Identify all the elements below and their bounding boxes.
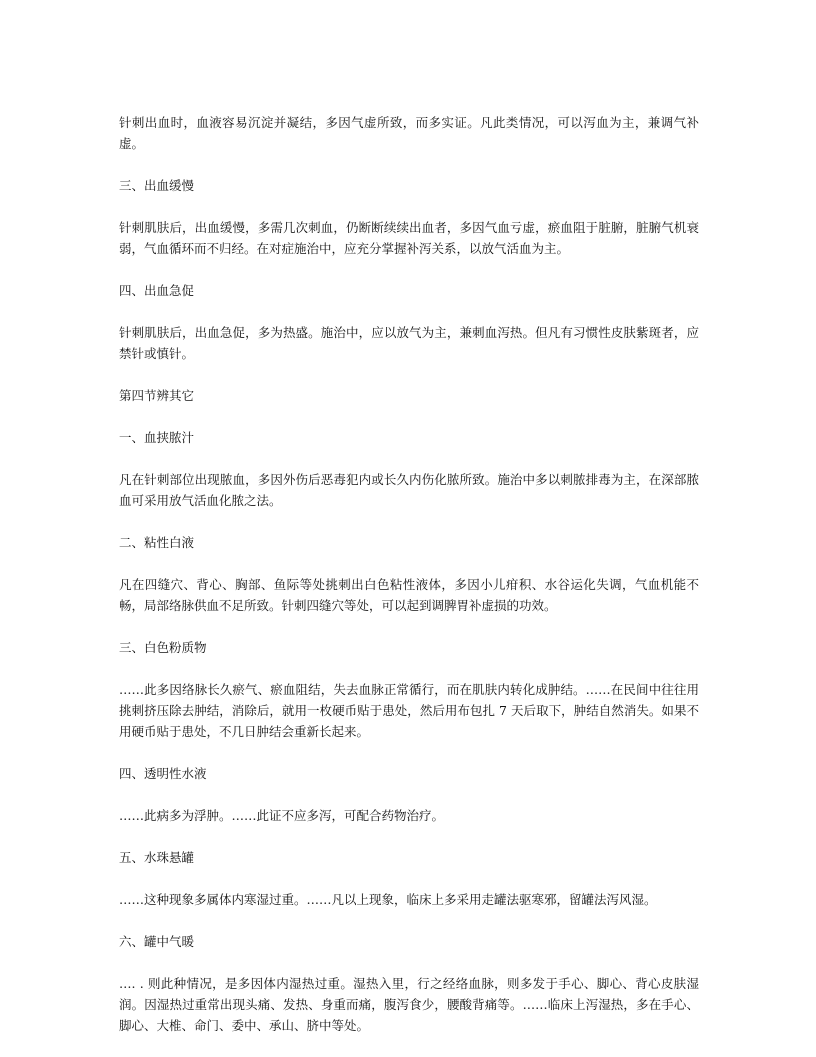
section-heading: 三、白色粉质物 xyxy=(119,640,207,655)
paragraph: ……此病多为浮肿。……此证不应多泻，可配合药物治疗。 xyxy=(119,808,445,823)
paragraph: 凡在针刺部位出现脓血，多因外伤后恶毒犯内或长久内伤化脓所致。施治中多以刺脓排毒为主，在深部脓血可采用放气活血化脓之法。 xyxy=(119,472,699,508)
section-heading: 一、血挟脓汁 xyxy=(119,430,195,445)
section-heading: 六、罐中气暖 xyxy=(119,934,195,949)
document-page xyxy=(119,112,699,1057)
paragraph: 针刺出血时，血液容易沉淀并凝结，多因气虚所致，而多实证。凡此类情况，可以泻血为主，兼调气补虚。 xyxy=(119,115,699,151)
section-heading: 三、出血缓慢 xyxy=(119,178,195,193)
paragraph: …. . 则此种情况，是多因体内湿热过重。湿热入里，行之经络血脉，则多发于手心、脚心、背心皮肤湿润。因湿热过重常出现头痛、发热、身重而痛，腹泻食少，腰酸背痛等。……临床上泻湿热，多在手心、脚心、大椎、命门、委中、承山、脐中等处。 xyxy=(119,976,699,1033)
chapter-heading: 第四节辨其它 xyxy=(119,388,195,403)
paragraph: ……这种现象多属体内寒湿过重。……凡以上现象，临床上多采用走罐法驱寒邪，留罐法泻风湿。 xyxy=(119,892,657,907)
paragraph: 凡在四缝穴、背心、胸部、鱼际等处挑刺出白色粘性液体，多因小儿疳积、水谷运化失调，气血机能不畅，局部络脉供血不足所致。针刺四缝穴等处，可以起到调脾胃补虚损的功效。 xyxy=(119,577,699,613)
section-heading: 五、水珠悬罐 xyxy=(119,850,195,865)
paragraph: ……此多因络脉长久瘀气、瘀血阻结，失去血脉正常循行，而在肌肤内转化成肿结。……在民间中往往用挑刺挤压除去肿结，消除后，就用一枚硬币贴于患处，然后用布包扎 7 天后取下，肿结自然消失。如果不用硬币贴于患处，不几日肿结会重新长起来。 xyxy=(119,682,699,739)
paragraph: 针刺肌肤后，出血急促，多为热盛。施治中，应以放气为主，兼刺血泻热。但凡有习惯性皮肤紫斑者，应禁针或慎针。 xyxy=(119,325,699,361)
section-heading: 四、透明性水液 xyxy=(119,766,207,781)
section-heading: 四、出血急促 xyxy=(119,283,195,298)
paragraph: 针刺肌肤后，出血缓慢，多需几次刺血，仍断断续续出血者，多因气血亏虚，瘀血阻于脏腑，脏腑气机衰弱，气血循环而不归经。在对症施治中，应充分掌握补泻关系，以放气活血为主。 xyxy=(119,220,699,256)
section-heading: 二、粘性白液 xyxy=(119,535,195,550)
